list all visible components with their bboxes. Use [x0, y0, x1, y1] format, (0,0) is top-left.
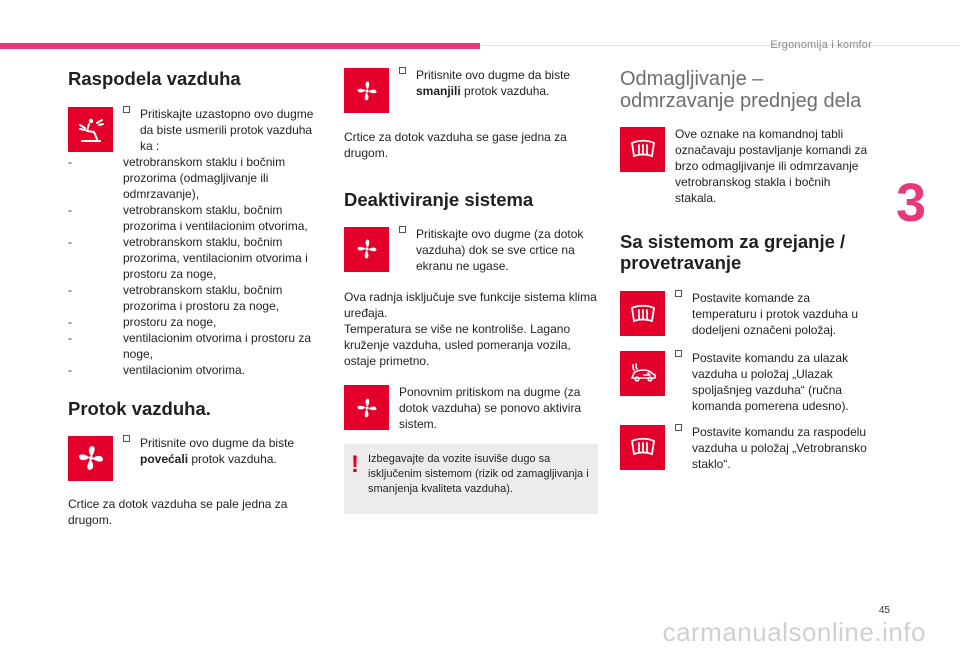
fan-icon — [344, 227, 389, 272]
list-item: - vetrobranskom staklu, bočnim prozorima, ventilacionim otvorima i prostoru za noge, — [68, 234, 308, 281]
air-distribution-row — [68, 107, 328, 155]
air-flow-reduce-note: Crtice za dotok vazduha se gase jedna za drugom. — [344, 130, 567, 161]
warning-box — [344, 444, 598, 514]
air-flow-reduce-row — [344, 68, 598, 114]
warning-icon: ! — [351, 451, 359, 478]
deactivation-para-1: Ova radnja isključuje sve funkcije sistema klima uređaja. — [344, 289, 597, 320]
fan-icon — [344, 68, 389, 113]
air-flow-increase-note: Crtice za dotok vazduha se pale jedna za drugom. — [68, 496, 288, 527]
checkbox-bullet-icon — [123, 106, 130, 113]
list-item: - vetrobranskom staklu, bočnim prozorima i prostoru za noge, — [68, 282, 283, 313]
list-item: - vetrobranskom staklu, bočnim prozorima i ventilacionim otvorima, — [68, 202, 308, 233]
checkbox-bullet-icon — [399, 226, 406, 233]
checkbox-bullet-icon — [123, 435, 130, 442]
heading-air-flow: Protok vazduha. — [68, 398, 211, 420]
heading-heating-ventilation: Sa sistemom za grejanje / provetravanje — [620, 230, 846, 273]
checkbox-bullet-icon — [399, 67, 406, 74]
top-rule — [480, 45, 960, 46]
fan-icon — [68, 436, 113, 481]
heating-step-2 — [620, 351, 874, 415]
heating-step-3-text: Postavite komandu za raspodelu vazduha u položaj „Vetrobransko staklo“. — [692, 424, 867, 471]
list-item: - ventilacionim otvorima i prostoru za noge, — [68, 330, 312, 361]
reactivation-row — [344, 385, 598, 433]
list-item: - ventilacionim otvorima. — [68, 362, 246, 377]
chapter-number: 3 — [895, 173, 926, 233]
heading-defrost: Odmagljivanje – odmrzavanje prednjeg dela — [620, 68, 862, 113]
heating-step-1-text: Postavite komande za temperaturu i protok vazduha u dodeljeni označeni položaj. — [692, 291, 859, 337]
checkbox-bullet-icon — [675, 290, 682, 297]
recirculation-car-icon — [620, 351, 665, 396]
watermark: carmanualsonline.info — [662, 617, 926, 647]
heating-step-3 — [620, 425, 874, 473]
air-distribution-icon — [68, 107, 113, 152]
windscreen-defrost-icon — [620, 127, 665, 172]
list-item: - prostoru za noge, — [68, 314, 217, 329]
page-number: 45 — [878, 605, 890, 616]
air-flow-increase-row — [68, 436, 328, 482]
deactivation-para-2: Temperatura se više ne kontroliše. Lagano kruženje vazduha, usled pomeranja vozila, ostaje primetno. — [344, 321, 571, 369]
defrost-intro-text: Ove oznake na komandnoj tabli označavaju postavljanje komandi za brzo odmagljivanje ili odmrzavanje vetrobranskog stakla i bočnih stakala. — [675, 126, 868, 205]
reactivation-text: Ponovnim pritiskom na dugme (za dotok vazduha) se ponovo aktivira sistem. — [399, 385, 582, 432]
section-title: Ergonomija i komfor — [770, 39, 872, 51]
windscreen-defrost-icon — [620, 425, 665, 470]
deactivation-row — [344, 227, 598, 275]
deactivation-text: Pritiskajte ovo dugme (za dotok vazduha) dok se sve crtice na ekranu ne ugase. — [416, 226, 584, 273]
column-deactivation — [344, 68, 598, 433]
air-distribution-list — [68, 155, 328, 378]
column-air-distribution — [68, 60, 328, 528]
air-flow-increase-text: Pritisnite ovo dugme da biste povećali protok vazduha. — [140, 435, 295, 466]
checkbox-bullet-icon — [675, 424, 682, 431]
heading-air-distribution: Raspodela vazduha — [68, 68, 241, 89]
air-flow-reduce-text: Pritisnite ovo dugme da biste smanjili protok vazduha. — [416, 68, 571, 98]
list-item: - vetrobranskom staklu i bočnim prozorima (odmagljivanje ili odmrzavanje), — [68, 155, 286, 202]
warning-text: Izbegavajte da vozite isuviše dugo sa isključenim sistemom (rizik od zamagljivanja i smanjenja kvaliteta vazduha). — [368, 453, 589, 496]
heating-step-1 — [620, 291, 874, 339]
defrost-intro-row — [620, 127, 874, 207]
top-accent-bar — [0, 43, 480, 49]
heating-step-2-text: Postavite komandu za ulazak vazduha u položaj „Ulazak spoljašnjeg vazduha“ (ručna komanda pomerena udesno). — [692, 350, 849, 413]
heading-deactivation: Deaktiviranje sistema — [344, 189, 534, 211]
air-distribution-intro: Pritiskajte uzastopno ovo dugme da biste usmerili protok vazduha ka : — [140, 107, 314, 154]
column-defrost — [620, 68, 874, 473]
windscreen-defrost-icon — [620, 291, 665, 336]
fan-icon — [344, 385, 389, 430]
checkbox-bullet-icon — [675, 350, 682, 357]
